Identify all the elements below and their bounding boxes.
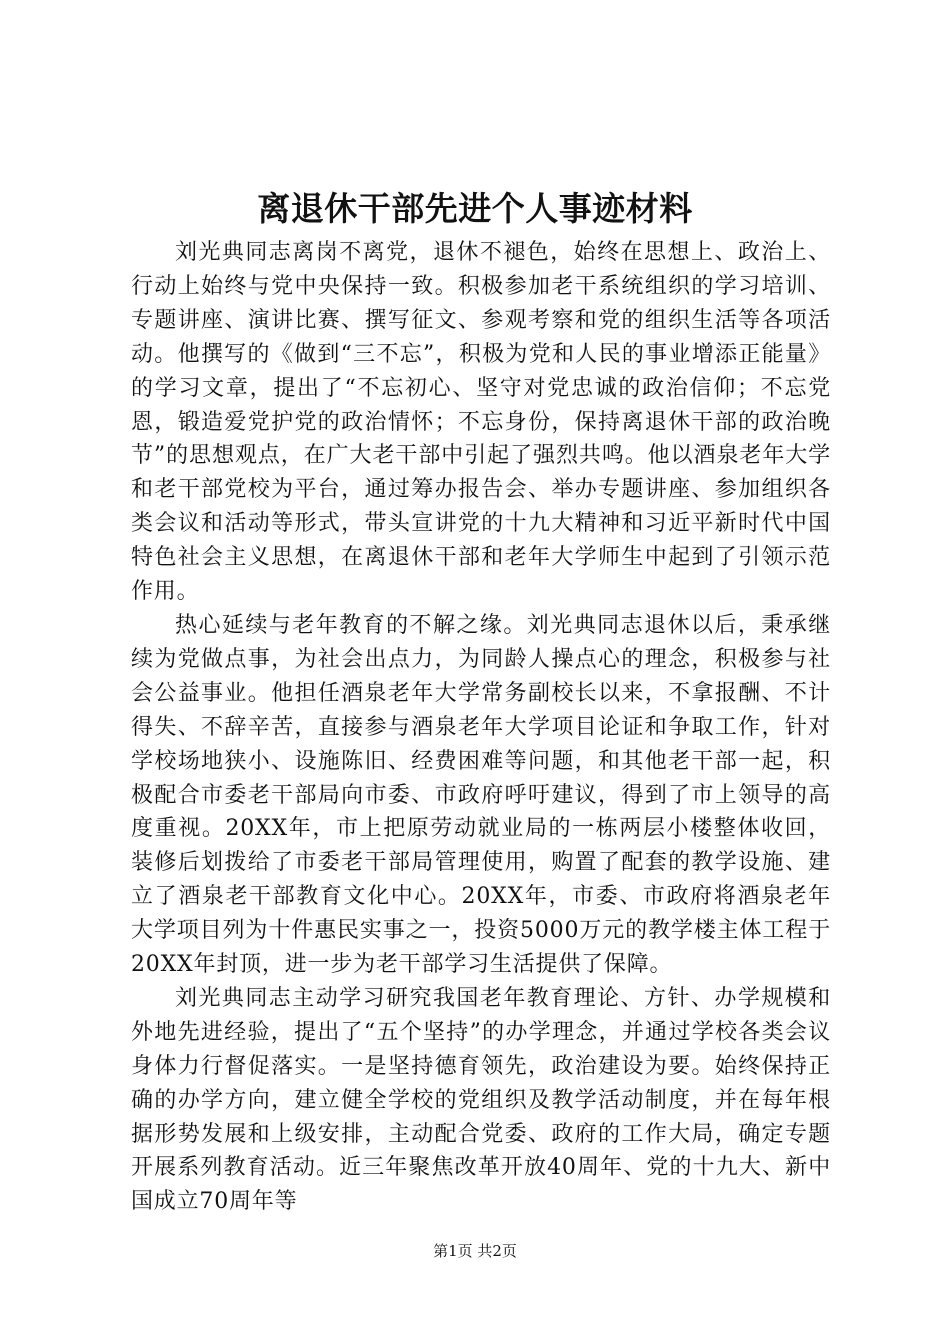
- document-title: 离退休干部先进个人事迹材料: [257, 189, 693, 228]
- document-body: [131, 236, 831, 1219]
- page-indicator: 第1页 共2页: [433, 1242, 517, 1260]
- paragraph-2: 热心延续与老年教育的不解之缘。刘光典同志退休以后，秉承继续为党做点事，为社会出点力，为同龄人操点心的理念，积极参与社会公益事业。他担任酒泉老年大学常务副校长以来，不拿报酬、不计得失、不辞辛苦，直接参与酒泉老年大学项目论证和争取工作，针对学校场地狭小、设施陈旧、经费困难等问题，和其他老干部一起，积极配合市委老干部局向市委、市政府呼吁建议，得到了市上领导的高度重视。20XX年，市上把原劳动就业局的一栋两层小楼整体收回，装修后划拨给了市委老干部局管理使用，购置了配套的教学设施、建立了酒泉老干部教育文化中心。20XX年，市委、市政府将酒泉老年大学项目列为十件惠民实事之一，投资5000万元的教学楼主体工程于20XX年封顶，进一步为老干部学习生活提供了保障。: [131, 612, 831, 978]
- paragraph-1: 刘光典同志离岗不离党，退休不褪色，始终在思想上、政治上、行动上始终与党中央保持一致。积极参加老干系统组织的学习培训、专题讲座、演讲比赛、撰写征文、参观考察和党的组织生活等各项活动。他撰写的《做到“三不忘”，积极为党和人民的事业增添正能量》的学习文章，提出了“不忘初心、坚守对党忠诚的政治信仰；不忘党恩，锻造爱党护党的政治情怀；不忘身份，保持离退休干部的政治晚节”的思想观点，在广大老干部中引起了强烈共鸣。他以酒泉老年大学和老干部党校为平台，通过筹办报告会、举办专题讲座、参加组织各类会议和活动等形式，带头宣讲党的十九大精神和习近平新时代中国特色社会主义思想，在离退休干部和老年大学师生中起到了引领示范作用。: [131, 240, 831, 605]
- paragraph-3: 刘光典同志主动学习研究我国老年教育理论、方针、办学规模和外地先进经验，提出了“五个坚持”的办学理念，并通过学校各类会议身体力行督促落实。一是坚持德育领先，政治建设为要。始终保持正确的办学方向，建立健全学校的党组织及教学活动制度，并在每年根据形势发展和上级安排，主动配合党委、政府的工作大局，确定专题开展系列教育活动。近三年聚焦改革开放40周年、党的十九大、新中国成立70周年等: [131, 985, 831, 1215]
- page-footer: [0, 1241, 950, 1261]
